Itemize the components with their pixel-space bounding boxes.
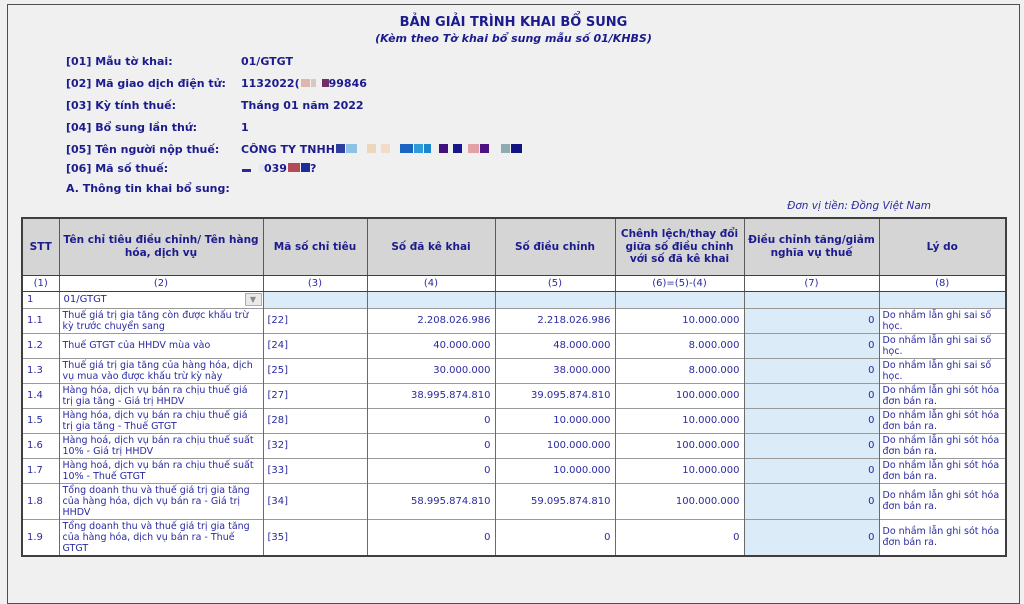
redaction-block: [367, 144, 376, 153]
criteria-name-cell: Thuế GTGT của HHDV mùa vào: [59, 333, 263, 358]
section-a-heading: A. Thông tin khai bổ sung:: [66, 182, 230, 195]
reason-cell: Do nhầm lẫn ghi sót hóa đơn bán ra.: [879, 408, 1006, 433]
empty-cell: [615, 291, 744, 308]
empty-cell: [367, 291, 495, 308]
reason-cell: Do nhầm lẫn ghi sót hóa đơn bán ra.: [879, 433, 1006, 458]
tax-change-cell: 0: [744, 483, 879, 519]
tax-change-cell: 0: [744, 333, 879, 358]
table-row: [22, 291, 1006, 308]
adjusted-amount-cell: 59.095.874.810: [495, 483, 615, 519]
table-row: [22, 483, 1006, 519]
redaction-block: [480, 144, 489, 153]
field-label: [04] Bổ sung lần thứ:: [66, 121, 198, 134]
column-number: (4): [367, 275, 495, 291]
field-taxpayer-name: [66, 143, 1019, 162]
difference-cell: 100.000.000: [615, 483, 744, 519]
declared-amount-cell: 0: [367, 408, 495, 433]
redaction-block: [346, 144, 357, 153]
adjusted-amount-cell: 2.218.026.986: [495, 308, 615, 333]
redaction-block: [414, 144, 423, 153]
redaction-block: [424, 144, 431, 153]
tax-change-cell: 0: [744, 383, 879, 408]
table-row: [22, 458, 1006, 483]
declared-amount-cell: 38.995.874.810: [367, 383, 495, 408]
field-form-code: [66, 55, 1019, 77]
code-cell: [33]: [263, 458, 367, 483]
difference-cell: 8.000.000: [615, 358, 744, 383]
difference-cell: 10.000.000: [615, 408, 744, 433]
adjusted-amount-cell: 100.000.000: [495, 433, 615, 458]
redaction-block: [301, 79, 310, 87]
table-row: [22, 433, 1006, 458]
page-title: BẢN GIẢI TRÌNH KHAI BỔ SUNG: [399, 15, 628, 30]
adjustment-table: [21, 217, 1007, 557]
column-number: (2): [59, 275, 263, 291]
stt-cell: 1.5: [22, 408, 59, 433]
criteria-name-cell: Hàng hoá, dịch vụ bán ra chịu thuế suất 10% - Thuế GTGT: [59, 458, 263, 483]
difference-cell: 100.000.000: [615, 383, 744, 408]
field-label: [01] Mẫu tờ khai:: [66, 55, 173, 68]
reason-cell: Do nhầm lẫn ghi sót hóa đơn bán ra.: [879, 483, 1006, 519]
redaction-block: [453, 144, 462, 153]
field-value: 039 ?: [241, 162, 316, 175]
reason-cell: Do nhầm lẫn ghi sai số học.: [879, 308, 1006, 333]
column-header: Mã số chỉ tiêu: [263, 218, 367, 275]
column-number: (5): [495, 275, 615, 291]
currency-note: Đơn vị tiền: Đồng Việt Nam: [787, 200, 931, 212]
column-header: Lý do: [879, 218, 1006, 275]
column-header: Chênh lệch/thay đổi giữa số điều chỉnh với số đã kê khai: [615, 218, 744, 275]
declared-amount-cell: 0: [367, 519, 495, 556]
field-label: [03] Kỳ tính thuế:: [66, 99, 177, 112]
criteria-name-cell: Tổng doanh thu và thuế giá trị gia tăng của hàng hóa, dịch vụ bán ra - Thuế GTGT: [59, 519, 263, 556]
column-header: Điều chỉnh tăng/giảm nghĩa vụ thuế: [744, 218, 879, 275]
tax-change-cell: 0: [744, 358, 879, 383]
code-cell: [35]: [263, 519, 367, 556]
redaction-blocks: [241, 162, 264, 175]
table-row: [22, 333, 1006, 358]
redaction-block: [301, 163, 310, 172]
column-number: (7): [744, 275, 879, 291]
table-row: [22, 358, 1006, 383]
field-value: 01/GTGT: [241, 55, 294, 68]
code-cell: [32]: [263, 433, 367, 458]
stt-cell: 1.4: [22, 383, 59, 408]
redaction-blocks: [287, 162, 310, 175]
table-row: [22, 408, 1006, 433]
column-header: STT: [22, 218, 59, 275]
code-cell: [28]: [263, 408, 367, 433]
field-supplement-number: [66, 121, 1019, 143]
criteria-name-cell: Hàng hóa, dịch vụ bán ra chịu thuế giá trị gia tăng - Giá trị HHDV: [59, 383, 263, 408]
field-label: [02] Mã giao dịch điện tử:: [66, 77, 226, 90]
redaction-block: [400, 144, 413, 153]
redaction-block: [288, 163, 300, 172]
criteria-name-cell: Tổng doanh thu và thuế giá trị gia tăng của hàng hóa, dịch vụ bán ra - Giá trị HHDV: [59, 483, 263, 519]
declared-amount-cell: 0: [367, 433, 495, 458]
document-frame: [7, 4, 1020, 604]
empty-cell: [744, 291, 879, 308]
field-tax-period: [66, 99, 1019, 121]
adjusted-amount-cell: 10.000.000: [495, 408, 615, 433]
declared-amount-cell: 58.995.874.810: [367, 483, 495, 519]
table-body: [22, 291, 1006, 556]
empty-cell: [879, 291, 1006, 308]
redaction-block: [511, 144, 522, 153]
redaction-block: [439, 144, 448, 153]
criteria-name-cell: Hàng hoá, dịch vụ bán ra chịu thuế suất 10% - Giá trị HHDV: [59, 433, 263, 458]
redaction-block: [322, 79, 329, 87]
adjusted-amount-cell: 48.000.000: [495, 333, 615, 358]
field-value: CÔNG TY TNHH: [241, 143, 522, 156]
difference-cell: 8.000.000: [615, 333, 744, 358]
tax-change-cell: 0: [744, 408, 879, 433]
adjusted-amount-cell: 0: [495, 519, 615, 556]
criteria-select[interactable]: [59, 291, 263, 308]
page-subtitle: (Kèm theo Tờ khai bổ sung mẫu số 01/KHBS): [375, 32, 652, 45]
stt-cell: 1.3: [22, 358, 59, 383]
reason-cell: Do nhầm lẫn ghi sai số học.: [879, 358, 1006, 383]
adjusted-amount-cell: 10.000.000: [495, 458, 615, 483]
criteria-select-value: 01/GTGT: [63, 294, 107, 305]
stt-cell: 1.1: [22, 308, 59, 333]
code-cell: [27]: [263, 383, 367, 408]
redaction-blocks: [335, 143, 522, 156]
field-label: [05] Tên người nộp thuế:: [66, 143, 220, 156]
column-header: Tên chỉ tiêu điều chỉnh/ Tên hàng hóa, dịch vụ: [59, 218, 263, 275]
stt-cell: 1: [22, 291, 59, 308]
criteria-name-cell: Thuế giá trị gia tăng của hàng hóa, dịch vụ mua vào được khấu trừ kỳ này: [59, 358, 263, 383]
reason-cell: Do nhầm lẫn ghi sót hóa đơn bán ra.: [879, 458, 1006, 483]
field-value: 1: [241, 121, 249, 134]
reason-cell: Do nhầm lẫn ghi sót hóa đơn bán ra.: [879, 383, 1006, 408]
code-cell: [22]: [263, 308, 367, 333]
field-label: [06] Mã số thuế:: [66, 162, 169, 175]
redaction-block: [311, 79, 316, 87]
field-transaction-id: [66, 77, 1019, 99]
field-value: 1132022( 99846: [241, 77, 367, 90]
stt-cell: 1.8: [22, 483, 59, 519]
field-value: Tháng 01 năm 2022: [241, 99, 364, 112]
declared-amount-cell: 0: [367, 458, 495, 483]
reason-cell: Do nhầm lẫn ghi sót hóa đơn bán ra.: [879, 519, 1006, 556]
code-cell: [34]: [263, 483, 367, 519]
stt-cell: 1.9: [22, 519, 59, 556]
column-header: Số điều chỉnh: [495, 218, 615, 275]
stt-cell: 1.7: [22, 458, 59, 483]
field-tax-id: [66, 162, 1019, 181]
adjusted-amount-cell: 38.000.000: [495, 358, 615, 383]
redaction-block: [381, 144, 390, 153]
table-row: [22, 519, 1006, 556]
column-number: (1): [22, 275, 59, 291]
table-row: [22, 308, 1006, 333]
declared-amount-cell: 2.208.026.986: [367, 308, 495, 333]
chevron-down-icon[interactable]: ▼: [245, 293, 262, 306]
declared-amount-cell: 40.000.000: [367, 333, 495, 358]
difference-cell: 10.000.000: [615, 308, 744, 333]
tax-change-cell: 0: [744, 433, 879, 458]
tax-change-cell: 0: [744, 308, 879, 333]
difference-cell: 10.000.000: [615, 458, 744, 483]
difference-cell: 100.000.000: [615, 433, 744, 458]
difference-cell: 0: [615, 519, 744, 556]
redaction-block: [468, 144, 479, 153]
empty-cell: [263, 291, 367, 308]
table-header: [22, 218, 1006, 291]
redaction-blocks: [300, 77, 329, 90]
code-cell: [24]: [263, 333, 367, 358]
reason-cell: Do nhầm lẫn ghi sai số học.: [879, 333, 1006, 358]
column-number: (8): [879, 275, 1006, 291]
redaction-block: [242, 169, 251, 172]
tax-change-cell: 0: [744, 519, 879, 556]
form-fields: [66, 55, 1019, 181]
empty-cell: [495, 291, 615, 308]
declared-amount-cell: 30.000.000: [367, 358, 495, 383]
tax-change-cell: 0: [744, 458, 879, 483]
code-cell: [25]: [263, 358, 367, 383]
redaction-block: [336, 144, 345, 153]
table-row: [22, 383, 1006, 408]
column-header: Số đã kê khai: [367, 218, 495, 275]
criteria-name-cell: Hàng hóa, dịch vụ bán ra chịu thuế giá trị gia tăng - Thuế GTGT: [59, 408, 263, 433]
column-number: (6)=(5)-(4): [615, 275, 744, 291]
criteria-name-cell: Thuế giá trị gia tăng còn được khấu trừ kỳ trước chuyển sang: [59, 308, 263, 333]
adjusted-amount-cell: 39.095.874.810: [495, 383, 615, 408]
stt-cell: 1.2: [22, 333, 59, 358]
redaction-block: [501, 144, 510, 153]
stt-cell: 1.6: [22, 433, 59, 458]
column-number: (3): [263, 275, 367, 291]
